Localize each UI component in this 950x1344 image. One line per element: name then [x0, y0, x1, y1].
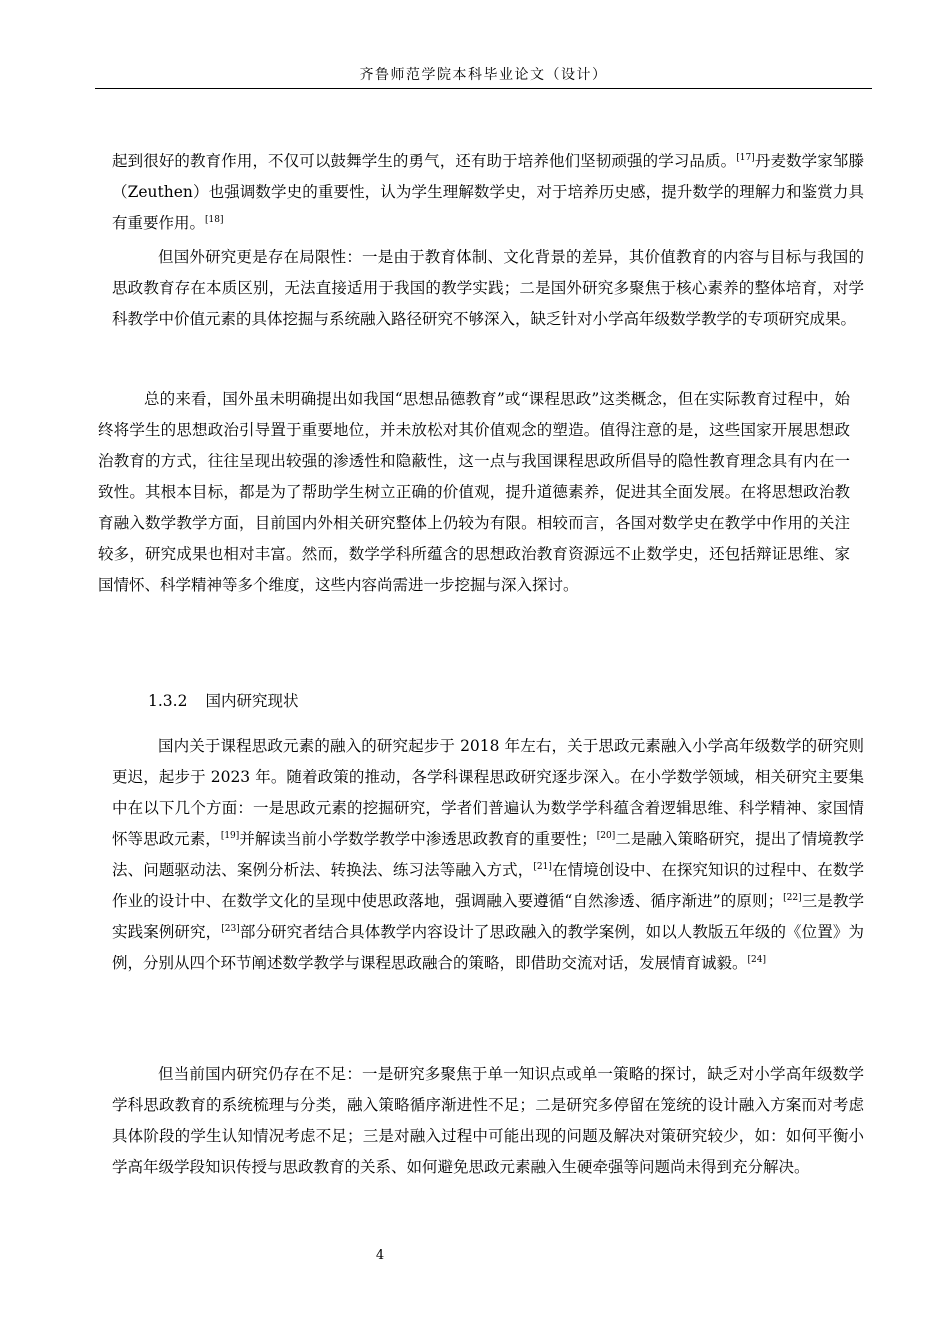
section-heading — [148, 686, 298, 717]
paragraph-foreign-summary — [98, 384, 850, 601]
paragraph-text: 但当前国内研究仍存在不足：一是研究多聚焦于单一知识点或单一策略的探讨，缺乏对小学高年级数学学科思政教育的系统梳理与分类，融入策略循序渐进性不足；二是研究多停留在笼统的设计融入方案而对考虑具体阶段的学生认知情况考虑不足；三是对融入过程中可能出现的问题及解决对策研究较少，如：如何平衡小学高年级学段知识传授与思政教育的关系、如何避免思政元素融入生硬牵强等问题尚未得到充分解决。 — [112, 1065, 864, 1176]
citation-21: [21] — [533, 862, 552, 872]
page-number: 4 — [375, 1248, 385, 1263]
citation-22: [22] — [783, 893, 802, 903]
citation-17: [17] — [736, 153, 755, 163]
paragraph-text: 起到很好的教育作用，不仅可以鼓舞学生的勇气，还有助于培养他们坚韧顽强的学习品质。 — [112, 152, 737, 170]
paragraph-text: 部分研究者结合具体教学内容设计了思政融入的教学案例，如以人教版五年级的《位置》为例，分别从四个环节阐述数学教学与课程思政融合的策略，即借助交流对话，发展情育诚毅。 — [112, 923, 864, 972]
paragraph-domestic-limitations — [112, 1059, 864, 1183]
paragraph-text: 但国外研究更是存在局限性：一是由于教育体制、文化背景的差异，其价值教育的内容与目标与我国的思政教育存在本质区别，无法直接适用于我国的教学实践；二是国外研究多聚焦于核心素养的整体培育，对学科教学中价值元素的具体挖掘与系统融入路径研究不够深入，缺乏针对小学高年级数学教学的专项研究成果。 — [112, 248, 864, 328]
paragraph-foreign-limitations — [112, 242, 864, 335]
paragraph-domestic-research — [112, 731, 864, 979]
paragraph-text: 在情境创设中、在探究知识的过程中、在数学作业的设计中、在数学文化的呈现中使思政落地，强调融入要遵循“自然渗透、循序渐进”的原则； — [112, 861, 864, 910]
citation-19: [19] — [220, 831, 240, 841]
citation-24: [24] — [747, 955, 766, 965]
section-number: 1.3.2 — [148, 692, 188, 710]
running-header: 齐鲁师范学院本科毕业论文（设计） — [359, 67, 608, 83]
paragraph-text: 二是融入策略研究，提出了情境教学法、问题驱动法、案例分析法、转换法、练习法等融入方式， — [112, 830, 864, 879]
paragraph-text: 三是教学实践案例研究， — [112, 892, 864, 941]
citation-23: [23] — [221, 924, 240, 934]
citation-18: [18] — [205, 215, 224, 225]
header-rule — [95, 88, 872, 89]
paragraph-foreign-education-role — [112, 146, 864, 239]
paragraph-text: 国内关于课程思政元素的融入的研究起步于 2018 年左右，关于思政元素融入小学高年级数学的研究则更迟，起步于 2023 年。随着政策的推动，各学科课程思政研究逐步深入。在小学数学领域，相关研究主要集中在以下几个方面：一是思政元素的挖掘研究，学者们普遍认为数学学科蕴含着逻辑思维、科学精神、家国情怀等思政元素， — [112, 737, 864, 848]
paragraph-text: 丹麦数学家邹滕（Zeuthen）也强调数学史的重要性，认为学生理解数学史，对于培养历史感，提升数学的理解力和鉴赏力具有重要作用。 — [112, 152, 864, 232]
paragraph-text: 并解读当前小学数学教学中渗透思政教育的重要性； — [239, 830, 597, 848]
paragraph-text: 总的来看，国外虽未明确提出如我国“思想品德教育”或“课程思政”这类概念，但在实际教育过程中，始终将学生的思想政治引导置于重要地位，并未放松对其价值观念的塑造。值得注意的是，这些国家开展思想政治教育的方式，往往呈现出较强的渗透性和隐蔽性，这一点与我国课程思政所倡导的隐性教育理念具有内在一致性。其根本目标，都是为了帮助学生树立正确的价值观，提升道德素养，促进其全面发展。在将思想政治教育融入数学教学方面，目前国内外相关研究整体上仍较为有限。相较而言，各国对数学史在教学中作用的关注较多，研究成果也相对丰富。然而，数学学科所蕴含的思想政治教育资源远不止数学史，还包括辩证思维、家国情怀、科学精神等多个维度，这些内容尚需进一步挖掘与深入探讨。 — [98, 390, 850, 594]
section-title: 国内研究现状 — [205, 692, 299, 710]
citation-20: [20] — [596, 831, 616, 841]
